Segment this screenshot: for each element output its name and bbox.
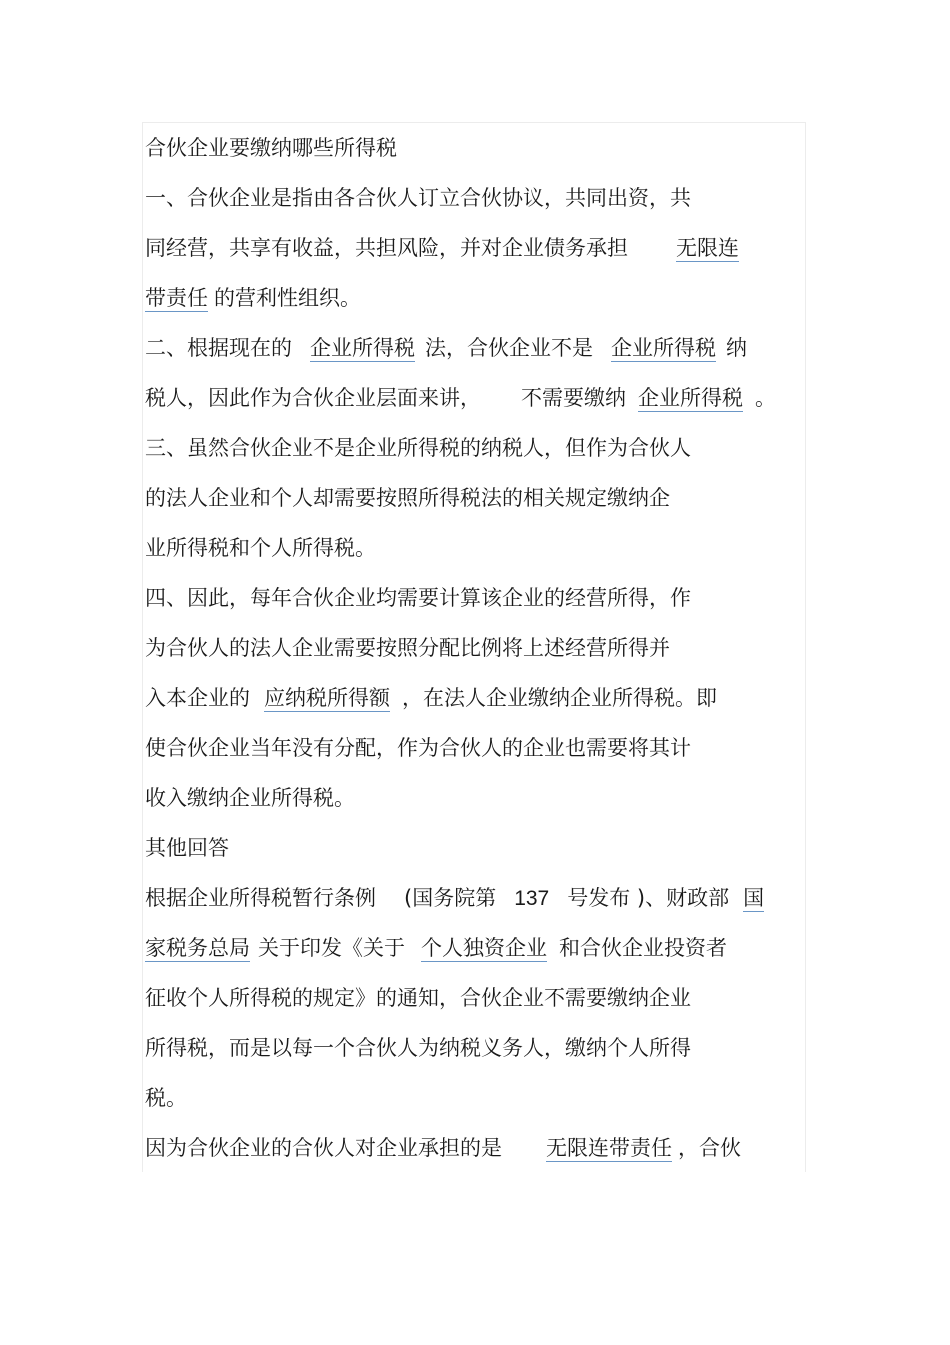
- paragraph-1-line-2: [145, 235, 739, 261]
- paragraph-1-line-3: [145, 285, 361, 311]
- link-unlimited-liability[interactable]: 无限连: [676, 236, 739, 260]
- paragraph-1-line-1: [145, 185, 691, 211]
- paragraph-5-line-1: [145, 885, 764, 912]
- text: 的法人企业和个人却需要按照所得税法的相关规定缴纳企: [145, 486, 670, 510]
- link-sole-proprietorship[interactable]: 个人独资企业: [421, 936, 547, 960]
- text: 为合伙人的法人企业需要按照分配比例将上述经营所得并: [145, 636, 670, 660]
- text: 的营利性组织。: [214, 286, 361, 310]
- paragraph-4-line-4: [145, 735, 691, 761]
- text: 所得税，而是以每一个合伙人为纳税义务人，缴纳个人所得: [145, 1036, 691, 1060]
- link-corporate-income-tax[interactable]: 企业所得税: [310, 336, 415, 360]
- paragraph-5-line-5: [145, 1085, 187, 1111]
- paragraph-3-line-3: [145, 535, 376, 561]
- paragraph-4-line-3: [145, 685, 717, 711]
- paragraph-4-line-5: [145, 785, 355, 811]
- text: 使合伙企业当年没有分配，作为合伙人的企业也需要将其计: [145, 736, 691, 760]
- link-corporate-income-tax[interactable]: 企业所得税: [611, 336, 716, 360]
- paragraph-5-line-2: [145, 935, 727, 961]
- document-title: [145, 135, 397, 161]
- paragraph-4-line-2: [145, 635, 670, 661]
- link-unlimited-liability-cont[interactable]: 带责任: [145, 286, 208, 310]
- paragraph-5-line-4: [145, 1035, 691, 1061]
- text: ，合伙: [678, 1136, 741, 1160]
- text: 137: [514, 887, 550, 910]
- text: (国务院第: [404, 886, 497, 910]
- other-answers-heading: [145, 835, 229, 861]
- text: 收入缴纳企业所得税。: [145, 786, 355, 810]
- text: 根据企业所得税暂行条例: [145, 886, 376, 910]
- paragraph-5-line-3: [145, 985, 691, 1011]
- text: 同经营，共享有收益，共担风险，并对企业债务承担: [145, 236, 628, 260]
- text: 。: [755, 386, 776, 410]
- text: 不需要缴纳: [521, 386, 626, 410]
- paragraph-6-line-1: [145, 1135, 741, 1161]
- text: 一、合伙企业是指由各合伙人订立合伙协议，共同出资，共: [145, 186, 691, 210]
- text: 四、因此，每年合伙企业均需要计算该企业的经营所得，作: [145, 586, 691, 610]
- text: 法，合伙企业不是: [425, 336, 593, 360]
- link-corporate-income-tax[interactable]: 企业所得税: [638, 386, 743, 410]
- link-state-taxation-admin[interactable]: 国: [743, 886, 765, 910]
- text: 入本企业的: [145, 686, 250, 710]
- link-unlimited-liability[interactable]: 无限连带责任: [546, 1136, 672, 1160]
- paragraph-3-line-2: [145, 485, 670, 511]
- paragraph-3-line-1: [145, 435, 691, 461]
- text: 税人，因此作为合伙企业层面来讲，: [145, 386, 481, 410]
- title-text: 合伙企业要缴纳哪些所得税: [145, 136, 397, 160]
- text: 二、根据现在的: [145, 336, 292, 360]
- text: 业所得税和个人所得税。: [145, 536, 376, 560]
- link-state-taxation-admin-cont[interactable]: 家税务总局: [145, 936, 250, 960]
- text: 关于印发《关于: [258, 936, 405, 960]
- paragraph-2-line-1: [145, 335, 747, 361]
- text: 其他回答: [145, 836, 229, 860]
- paragraph-4-line-1: [145, 585, 691, 611]
- text: 纳: [726, 336, 747, 360]
- text: ，在法人企业缴纳企业所得税。即: [402, 686, 717, 710]
- paragraph-2-line-2: [145, 385, 776, 411]
- text: 三、虽然合伙企业不是企业所得税的纳税人，但作为合伙人: [145, 436, 691, 460]
- text: 号发布 )、财政部: [567, 886, 730, 910]
- text: 和合伙企业投资者: [559, 936, 727, 960]
- text: 税。: [145, 1086, 187, 1110]
- text: 征收个人所得税的规定》的通知，合伙企业不需要缴纳企业: [145, 986, 691, 1010]
- link-taxable-income[interactable]: 应纳税所得额: [264, 686, 390, 710]
- text: 因为合伙企业的合伙人对企业承担的是: [145, 1136, 502, 1160]
